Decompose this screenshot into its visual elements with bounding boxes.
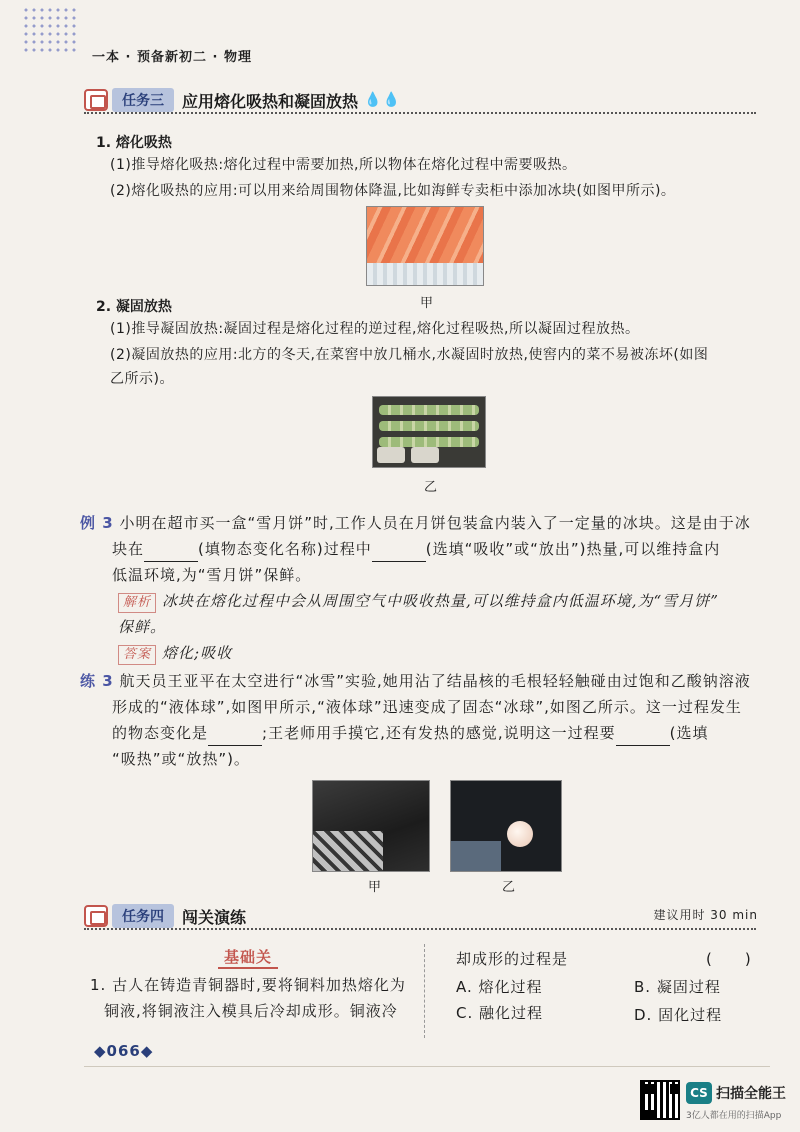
example3-text2c: (选填“吸收”或“放出”)热量,可以维持盒内 [425,540,721,558]
figure-caption-jia-2: 甲 [368,880,382,895]
practice3-text3b: ;王老师用手摸它,还有发热的感觉,说明这一过程要 [262,724,616,742]
book-icon [84,89,108,111]
cellar-shelf [379,437,479,447]
q1-line2: 铜液,将铜液注入模具后冷却成形。铜液冷 [104,1002,398,1020]
difficulty-drops-icon: 💧💧 [364,92,401,108]
qr-code-icon[interactable] [640,1080,680,1120]
task3-title: 应用熔化吸热和凝固放热 [182,91,359,111]
figure-caption-yi-2: 乙 [502,880,516,895]
section2-para2-line1: (2)凝固放热的应用:北方的冬天,在菜窖中放几桶水,水凝固时放热,使窖内的菜不易被冻坏(如图 [110,347,709,363]
analysis-line2: 保鲜。 [118,618,167,636]
practice3-line4: “吸热”或“放热”)。 [112,750,250,768]
camscanner-slogan: 3亿人都在用的扫描App [686,1111,782,1121]
practice3-label: 练 3 [80,672,114,690]
q1-line1: 1. 古人在铸造青铜器时,要将铜料加热熔化为 [90,976,406,994]
practice3-text3c: (选填 [669,724,709,742]
vegetable-cellar-photo [372,396,486,468]
practice3-text1: 航天员王亚平在太空进行“冰雪”实验,她用沾了结晶核的毛根轻轻触碰由过饱和乙酸钠溶液 [119,672,751,690]
section2-para2-line2: 乙所示)。 [110,371,174,387]
practice3-line1 [80,668,751,694]
camscanner-name: 扫描全能王 [716,1086,786,1102]
task3-header [84,88,401,112]
answer-bracket[interactable]: ( ) [706,950,752,968]
q1-line3: 却成形的过程是 [456,950,569,968]
example3-text1: 小明在超市买一盒“雪月饼”时,工作人员在月饼包装盒内装入了一定量的冰块。这是由于冰 [119,514,751,532]
figure-caption-yi: 乙 [424,480,438,495]
section2-para1: (1)推导凝固放热:凝固过程是熔化过程的逆过程,熔化过程吸热,所以凝固过程放热。 [110,321,640,337]
task3-divider [84,112,756,114]
column-divider [424,944,425,1038]
suggested-time: 建议用时 30 min [653,908,758,922]
ice-ball-photo [450,780,562,872]
task3-pill: 任务三 [112,88,174,112]
seafood-ice-photo [366,206,484,286]
water-tub [377,447,405,463]
section1-title: 1. 熔化吸热 [96,135,172,151]
running-head: 一本 · 预备新初二 · 物理 [92,50,252,65]
example3-label: 例 3 [80,514,114,532]
analysis-line1 [118,588,719,614]
answer-line [118,640,232,666]
basic-level-tag: 基础关 [218,946,278,969]
water-tub [411,447,439,463]
option-b[interactable]: B. 凝固过程 [634,978,721,996]
example3-blank1[interactable] [144,546,198,562]
example3-blank2[interactable] [372,546,426,562]
section2-title: 2. 凝固放热 [96,299,172,315]
answer-text: 熔化;吸收 [162,644,233,662]
analysis-text: 冰块在熔化过程中会从周围空气中吸收热量,可以维持盒内低温环境,为“雪月饼” [162,592,719,610]
analysis-tag: 解析 [118,593,156,613]
practice3-line2: 形成的“液体球”,如图甲所示,“液体球”迅速变成了固态“冰球”,如图乙所示。这一过程发生 [112,698,742,716]
camscanner-logo-icon: CS [686,1082,712,1104]
liquid-ball-photo [312,780,430,872]
section1-para2: (2)熔化吸热的应用:可以用来给周围物体降温,比如海鲜专卖柜中添加冰块(如图甲所示)。 [110,183,676,199]
option-a[interactable]: A. 熔化过程 [456,978,543,996]
corner-dot-pattern [22,6,80,52]
practice3-blank2[interactable] [616,730,670,746]
task4-header [84,904,246,928]
figure-caption-jia: 甲 [420,296,434,311]
example3-line3: 低温环境,为“雪月饼”保鲜。 [112,566,312,584]
answer-tag: 答案 [118,645,156,665]
example3-line2 [112,536,720,562]
example3-text2a: 块在 [112,540,145,558]
book-icon [84,905,108,927]
page-number: ◆066◆ [94,1042,154,1060]
task4-divider [84,928,756,930]
cellar-shelf [379,421,479,431]
practice3-text3a: 的物态变化是 [112,724,209,742]
cellar-shelf [379,405,479,415]
section1-para1: (1)推导熔化吸热:熔化过程中需要加热,所以物体在熔化过程中需要吸热。 [110,157,577,173]
task4-pill: 任务四 [112,904,174,928]
example3-line1 [80,510,751,536]
task4-title: 闯关演练 [182,907,247,927]
bottom-divider [84,1066,770,1067]
practice3-line3 [112,720,708,746]
option-c[interactable]: C. 融化过程 [456,1004,544,1022]
example3-text2b: (填物态变化名称)过程中 [198,540,372,558]
option-d[interactable]: D. 固化过程 [634,1006,723,1024]
practice3-blank1[interactable] [208,730,262,746]
